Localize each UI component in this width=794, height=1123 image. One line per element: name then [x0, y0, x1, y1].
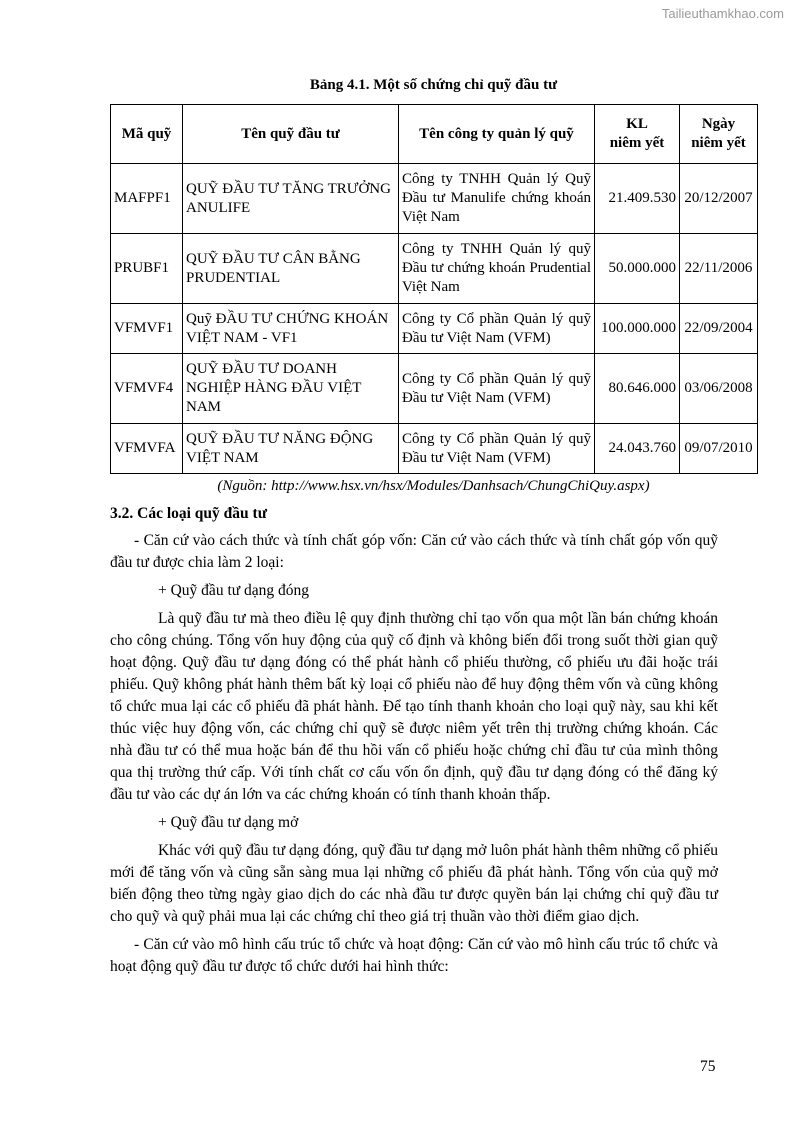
- subheading-closed-fund: + Quỹ đầu tư dạng đóng: [158, 582, 310, 599]
- header-volume-line1: KL: [626, 116, 648, 132]
- body-text: [110, 530, 718, 984]
- source-note: (Nguồn: http://www.hsx.vn/hsx/Modules/Danhsach/ChungChiQuy.aspx): [217, 478, 650, 494]
- paragraph: Là quỹ đầu tư mà theo điều lệ quy định thường chỉ tạo vốn qua một lần bán chứng khoán cho công chúng. Tổng vốn huy động của quỹ cố định và không biến đổi trong suốt thời gian quỹ hoạt động. Quỹ đầu tư dạng đóng có thể phát hành cổ phiếu thường, cổ phiếu ưu đãi hoặc trái phiếu. Quỹ không phát hành thêm bất kỳ loại cổ phiếu nào để huy động thêm vốn và cũng không tổ chức mua lại các cổ phiếu đã phát hành. Để tạo tính thanh khoản cho loại quỹ này, sau khi kết thúc việc huy động vốn, các chứng chỉ quỹ sẽ được niêm yết trên thị trường chứng khoán. Các nhà đầu tư có thể mua hoặc bán để thu hồi vấn cổ phiếu hoặc chứng chỉ đầu tư của mình thông qua thị trường thứ cấp. Với tính chất cơ cấu vốn ổn định, quỹ đầu tư dạng đóng có thể đăng ký đầu tư vào các dự án lớn va các chứng khoán có tính thanh khoản thấp.: [110, 610, 718, 803]
- cell-fund-name: QUỸ ĐẦU TƯ TĂNG TRƯỞNG ANULIFE: [183, 164, 399, 234]
- table-header-row: [111, 105, 758, 164]
- paragraph: Khác với quỹ đầu tư dạng đóng, quỹ đầu tư dạng mở luôn phát hành thêm những cổ phiếu mới để tăng vốn và cũng sẵn sàng mua lại những cổ phiếu đã phát hành. Tổng vốn của quỹ mở biến động theo từng ngày giao dịch do các nhà đầu tư được quyền bán lại chứng chỉ quỹ đầu tư cho quỹ và quỹ phải mua lại các chứng chỉ theo giá trị thuần vào thời điểm giao dịch.: [110, 842, 718, 925]
- cell-fund-name: QUỸ ĐẦU TƯ DOANH NGHIỆP HÀNG ĐẦU VIỆT NAM: [183, 354, 399, 424]
- table-row: [111, 354, 758, 424]
- cell-volume: 80.646.000: [595, 354, 680, 424]
- table-row: [111, 164, 758, 234]
- cell-date: 20/12/2007: [680, 164, 758, 234]
- cell-code: VFMVFA: [111, 424, 183, 474]
- paragraph: - Căn cứ vào cách thức và tính chất góp vốn: Căn cứ vào cách thức và tính chất góp vốn quỹ đầu tư được chia làm 2 loại:: [110, 532, 718, 571]
- table-caption: Bảng 4.1. Một số chứng chỉ quỹ đầu tư: [309, 77, 558, 93]
- cell-volume: 50.000.000: [595, 234, 680, 304]
- cell-date: 03/06/2008: [680, 354, 758, 424]
- cell-date: 22/09/2004: [680, 304, 758, 354]
- cell-fund-name: Quỹ ĐẦU TƯ CHỨNG KHOÁN VIỆT NAM - VF1: [183, 304, 399, 354]
- funds-table: [110, 104, 758, 474]
- watermark: Tailieuthamkhao.com: [661, 6, 784, 21]
- page-number: 75: [700, 1058, 716, 1075]
- header-code: Mã quỹ: [111, 105, 183, 164]
- cell-date: 09/07/2010: [680, 424, 758, 474]
- table-row: [111, 424, 758, 474]
- cell-volume: 24.043.760: [595, 424, 680, 474]
- header-date-line2: niêm yết: [691, 135, 746, 151]
- subheading-open-fund: + Quỹ đầu tư dạng mở: [158, 814, 299, 831]
- cell-code: MAFPF1: [111, 164, 183, 234]
- header-volume-line2: niêm yết: [609, 135, 665, 151]
- cell-fund-name: QUỸ ĐẦU TƯ NĂNG ĐỘNG VIỆT NAM: [183, 424, 399, 474]
- cell-date: 22/11/2006: [680, 234, 758, 304]
- section-title: 3.2. Các loại quỹ đầu tư: [110, 505, 268, 522]
- header-company: Tên công ty quản lý quỹ: [399, 105, 595, 164]
- header-date-line1: Ngày: [701, 116, 736, 132]
- header-volume: [595, 105, 680, 164]
- cell-company: Công ty Cổ phần Quản lý quỹ Đầu tư Việt Nam (VFM): [399, 304, 595, 354]
- cell-volume: 100.000.000: [595, 304, 680, 354]
- cell-company: Công ty TNHH Quản lý quỹ Đầu tư chứng khoán Prudential Việt Nam: [399, 234, 595, 304]
- cell-fund-name: QUỸ ĐẦU TƯ CÂN BẰNG PRUDENTIAL: [183, 234, 399, 304]
- cell-volume: 21.409.530: [595, 164, 680, 234]
- cell-code: VFMVF4: [111, 354, 183, 424]
- cell-company: Công ty Cổ phần Quản lý quỹ Đầu tư Việt Nam (VFM): [399, 424, 595, 474]
- table-row: [111, 304, 758, 354]
- table-row: [111, 234, 758, 304]
- cell-company: Công ty Cổ phần Quản lý quỹ Đầu tư Việt Nam (VFM): [399, 354, 595, 424]
- header-name: Tên quỹ đầu tư: [183, 105, 399, 164]
- cell-company: Công ty TNHH Quản lý Quỹ Đầu tư Manulife chứng khoán Việt Nam: [399, 164, 595, 234]
- cell-code: VFMVF1: [111, 304, 183, 354]
- paragraph: - Căn cứ vào mô hình cấu trúc tổ chức và hoạt động: Căn cứ vào mô hình cấu trúc tổ chức và hoạt động quỹ đầu tư được tổ chức dưới hai hình thức:: [110, 936, 718, 975]
- header-date: [680, 105, 758, 164]
- cell-code: PRUBF1: [111, 234, 183, 304]
